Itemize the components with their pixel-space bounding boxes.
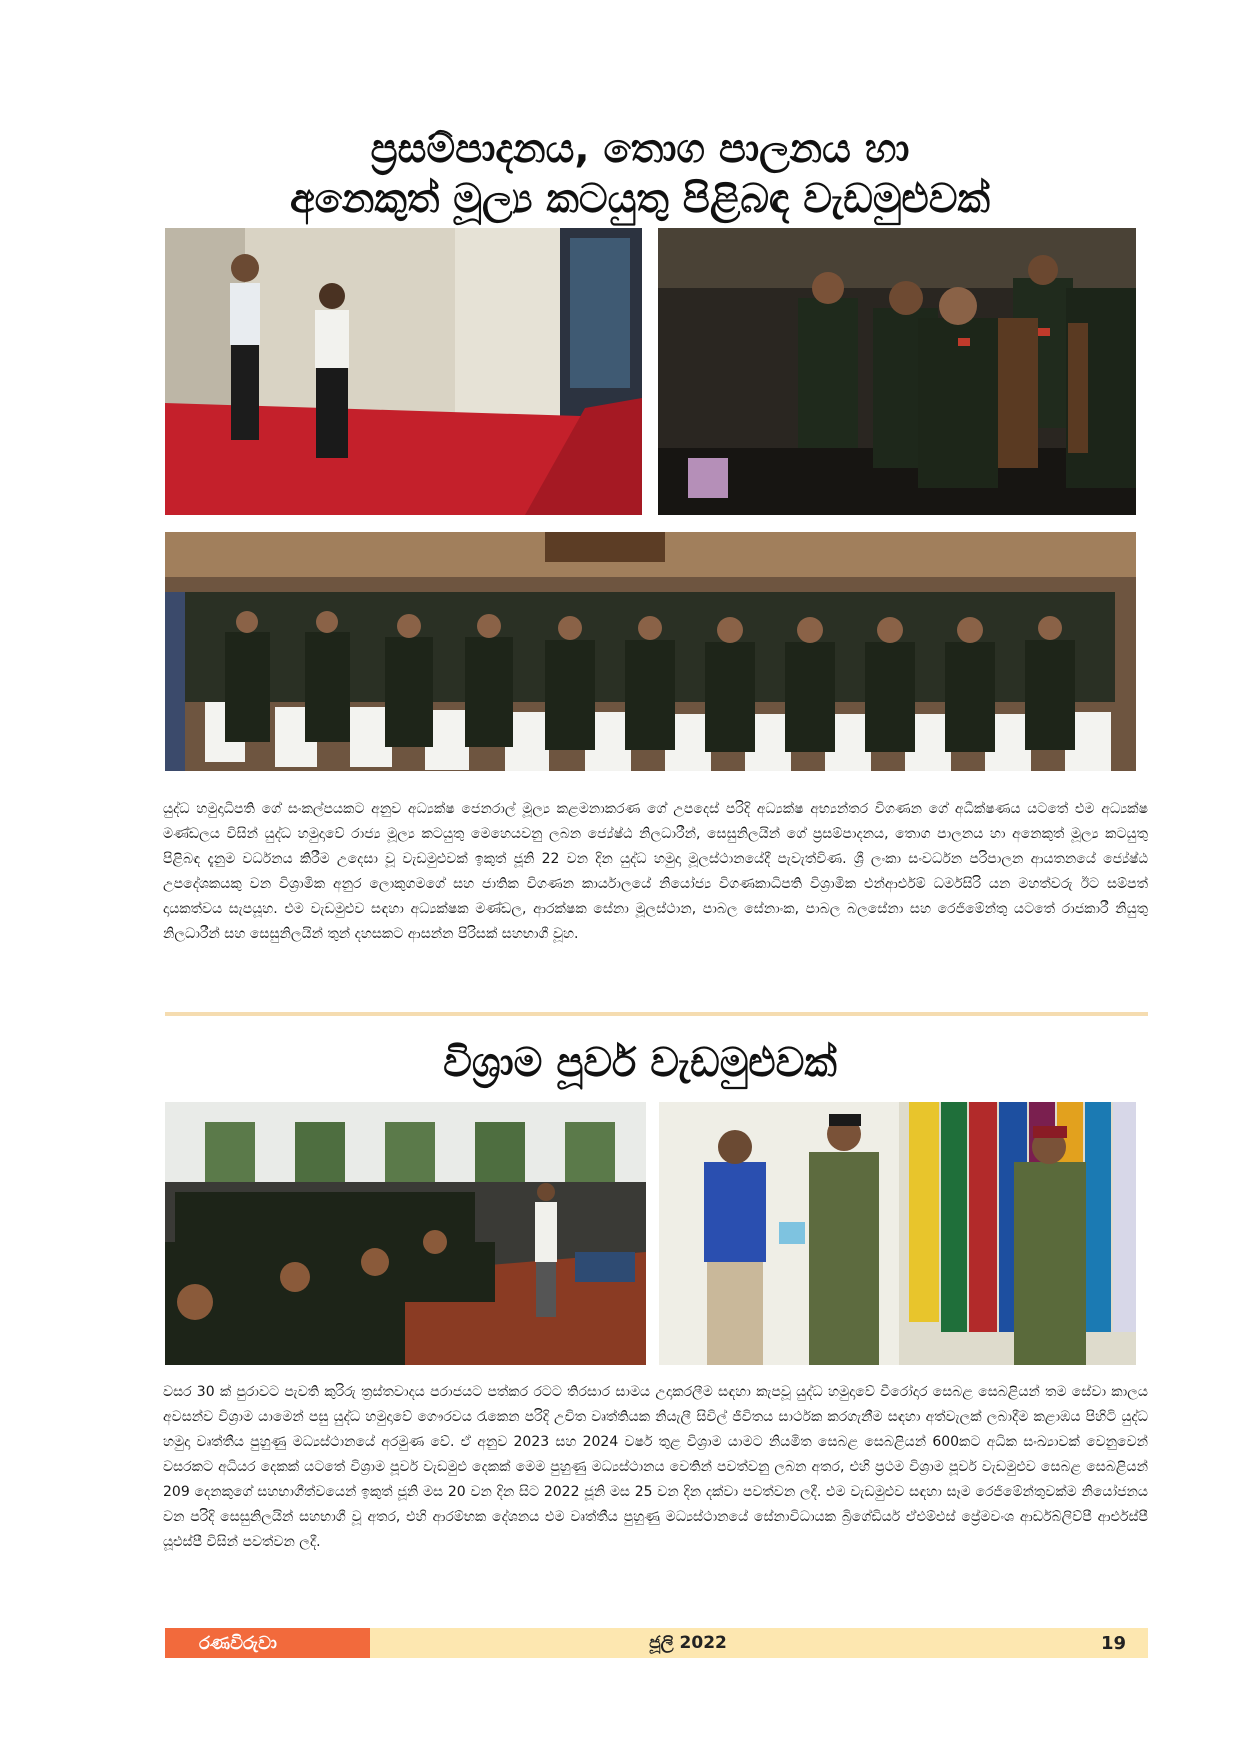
photo-seated-senior-officers bbox=[658, 228, 1136, 515]
photo-token-presentation bbox=[659, 1102, 1136, 1365]
article1-title-line2: අනෙකුත් මූල්‍ය කටයුතු පිළිබඳ වැඩමුළුවක් bbox=[290, 176, 990, 222]
photo-presenters-on-stage bbox=[165, 228, 642, 515]
page-number: 19 bbox=[1100, 1632, 1126, 1654]
photo-audience-of-officers bbox=[165, 532, 1136, 771]
footer-magazine-name: රණවිරුවා bbox=[165, 1628, 370, 1658]
article1-body: යුද්ධ හමුදාධිපති ගේ සංකල්පයකට අනුව අධ්‍යක්ෂ ජෙනරාල් මූල්‍ය කළමනාකරණ ගේ උපදෙස් පරිදි අධ්‍යක්ෂ අභ්‍යන්තර විගණන ගේ අධීක්ෂණය යටතේ එම අධ්‍යක්ෂ මණ්ඩලය විසින් යුද්ධ හමුදාවේ රාජ්‍ය මූල්‍ය කටයුතු මෙහෙයවනු ලබන ජ්‍යේෂ්ඨ නිලධාරීන්, සෙසුනිලයින් ගේ ප්‍රසම්පාදනය, තොග පාලනය හා අනෙකුත් මූල්‍ය කටයුතු පිළිබඳ දැනුම වර්ධනය කිරීම උදෙසා වූ වැඩමුළුවක් ඉකුත් ජූනි 22 වන දින යුද්ධ හමුදා මූලස්ථානයේදී පැවැත්විණ. ශ්‍රී ලංකා සංවර්ධන පරිපාලන ආයතනයේ ජ්‍යේෂ්ඨ උපදේශකයකු වන විශ්‍රාමික අනුර ලොකුගමගේ සහ ජාතික විගණන කාර්යාලයේ නියෝජ්‍ය විගණකාධිපති විශ්‍රාමික එන්ආර්එම් ධර්මසිරි යන මහත්වරු ඊට සම්පත් දායකත්වය සැපයූහ. එම වැඩමුළුව සඳහා අධ්‍යක්ෂක මණ්ඩල, ආරක්ෂක සේනා මූලස්ථාන, පාබල සේනාංක, පාබල බලසේනා සහ රෙජිමේන්තු යටතේ රාජකාරී නියුතු නිලධාරීන් සහ සෙසුනිලයින් තුන් දහසකට ආසන්න පිරිසක් සහභාගී වූහ. bbox=[163, 801, 1148, 942]
article1-title-line1: ප්‍රසම්පාදනය, තොග පාලනය හා bbox=[370, 126, 910, 172]
photo-pre-retirement-class bbox=[165, 1102, 646, 1365]
article2-title: විශ්‍රාම පූර්ව වැඩමුළුවක් bbox=[443, 1040, 837, 1086]
section-divider bbox=[165, 1012, 1148, 1016]
article2-body: වසර 30 ක් පුරාවට පැවති කුරිරු ත්‍රස්තවාදය පරාජයට පත්කර රටට තිරසාර සාමය උදාකරලීම සඳහා කැපවූ යුද්ධ හමුදාවේ වීරෝදාර සෙබළ සෙබළියන් තම සේවා කාලය අවසන්ව විශ්‍රාම යාමෙන් පසු යුද්ධ හමුදාවේ ගෞරවය රැකෙන පරිදි උචිත වෘත්තියක නියැලී සිවිල් ජීවිතය සාර්ථක කරගැනීම සඳහා අත්වැලක් ලබාදීම කළාඹය පිහිටි යුද්ධ හමුදා වෘත්තීය පුහුණු මධ්‍යස්ථානයේ අරමුණ වේ. ඒ අනුව 2023 සහ 2024 වර්ෂ තුළ විශ්‍රාම යාමට නියමිත සෙබළ සෙබළියන් 600කට අධික සංඛ්‍යාවක් වෙනුවෙන් වසරකට අධියර දෙකක් යටතේ විශ්‍රාම පූර්ව වැඩමුළු දෙකක් මෙම පුහුණු මධ්‍යස්ථානය වෙතින් පවත්වනු ලබන අතර, එහි ප්‍රථම විශ්‍රාම පූර්ව වැඩමුළුව සෙබළ සෙබළියන් 209 දෙනකුගේ සහභාගීත්වයෙන් ඉකුත් ජූනි මස 20 වන දින සිට 2022 ජූනි මස 25 වන දින දක්වා පවත්වන ලදී. එම වැඩමුළුව සඳහා සෑම රෙජිමේන්තුවක්ම නියෝජනය වන පරිදි සෙසුනිලයින් සහභාගී වූ අතර, එහි ආරම්භක දේශනය එම වෘත්තීය පුහුණු මධ්‍යස්ථානයේ සේනාවිධායක බ්‍රිගේඩියර් ඒඑම්එස් ප්‍රේමවංශ ආර්ඩබ්ලිව්පී ආර්එස්පී යූඑස්පී විසින් පවත්වන ලදී. bbox=[163, 1384, 1148, 1550]
footer-issue-date: ජූලි 2022 bbox=[649, 1633, 727, 1653]
page-footer bbox=[165, 1628, 1148, 1658]
